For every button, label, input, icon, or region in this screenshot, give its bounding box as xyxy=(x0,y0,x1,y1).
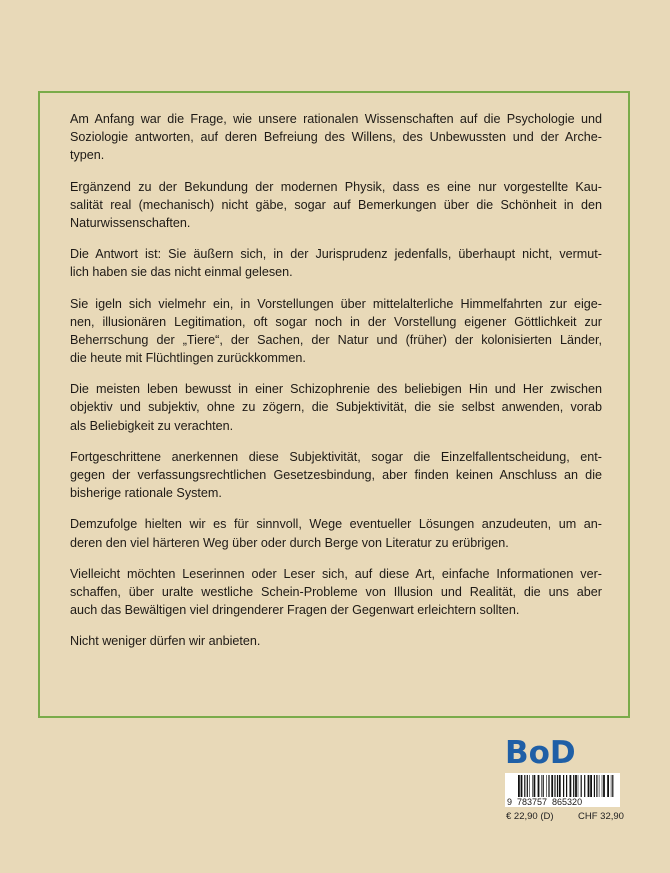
paragraph xyxy=(70,632,602,650)
text-line: Die meisten leben bewusst in einer Schizophrenie des beliebigen Hin und Her zwischen xyxy=(70,382,602,397)
blurb-text xyxy=(70,110,602,664)
text-line: bisherige rationale System. xyxy=(70,486,222,501)
text-line: gegen der verfassungsrechtlichen Gesetzesbindung, aber finden keinen Anschluss an die xyxy=(70,468,602,482)
text-line: lich haben sie das nicht einmal gelesen. xyxy=(70,265,293,280)
text-line: Vielleicht möchten Leserinnen oder Leser sich, auf diese Art, einfache Informationen ver- xyxy=(70,566,602,581)
text-line: Soziologie antworten, auf deren Befreiung des Willens, des Unbewussten und der Arche- xyxy=(70,130,602,145)
text-line: Die Antwort ist: Sie äußern sich, in der Jurisprudenz jedenfalls, überhaupt nicht, vermut- xyxy=(70,247,602,262)
text-frame xyxy=(38,91,630,718)
text-line: Fortgeschrittene anerkennen diese Subjektivität, sogar die Einzelfallentscheidung, ent- xyxy=(70,449,602,464)
text-line: salität real (mechanisch) nicht gäbe, sogar auf Bemerkungen über die Schönheit in den xyxy=(70,197,602,212)
paragraph xyxy=(70,110,602,165)
text-line: deren den viel härteren Weg über oder durch Berge von Literatur zu erübrigen. xyxy=(70,535,509,550)
text-line: als Beliebigkeit zu verachten. xyxy=(70,418,234,433)
isbn-barcode xyxy=(505,773,620,807)
text-line: Naturwissenschaften. xyxy=(70,215,191,230)
text-line: die heute mit Flüchtlingen zurückkommen. xyxy=(70,351,306,366)
text-line: auch das Bewältigen viel dringenderer Fragen der Gegenwart erleichtern sollten. xyxy=(70,603,520,618)
publisher-logo: BoD xyxy=(505,735,576,771)
text-line: Ergänzend zu der Bekundung der modernen Physik, dass es eine nur vorgestellte Kau- xyxy=(70,179,602,194)
paragraph xyxy=(70,295,602,368)
text-line: Nicht weniger dürfen wir anbieten. xyxy=(70,634,261,649)
paragraph xyxy=(70,448,602,503)
text-line: Sie igeln sich vielmehr ein, in Vorstellungen über mittelalterliche Himmelfahrten zur eige- xyxy=(70,296,602,311)
text-line: Demzufolge hielten wir es für sinnvoll, Wege eventueller Lösungen anzudeuten, um an- xyxy=(70,517,602,532)
text-line: Am Anfang war die Frage, wie unsere rationalen Wissenschaften auf die Psychologie und xyxy=(70,112,602,126)
paragraph xyxy=(70,245,602,281)
text-line: nen, illusionären Legitimation, oft sogar noch in der Vorstellung eigener Göttlichkeit zur xyxy=(70,314,602,329)
text-line: objektiv und subjektiv, ohne zu zögern, die Subjektivität, die sie selbst anwenden, vorab xyxy=(70,400,602,415)
paragraph xyxy=(70,565,602,620)
paragraph xyxy=(70,380,602,435)
paragraph xyxy=(70,515,602,551)
price-chf: CHF 32,90 xyxy=(578,811,624,822)
text-line: typen. xyxy=(70,148,105,163)
text-line: schaffen, über uralte westliche Schein-Probleme von Illusion und Realität, die uns aber xyxy=(70,584,602,599)
paragraph xyxy=(70,178,602,233)
price-eur: € 22,90 (D) xyxy=(506,811,554,822)
isbn-digits: 9 783757 865320 xyxy=(507,797,617,807)
text-line: Beherrschung der „Tiere“, der Sachen, der Natur und (früher) der kolonisierten Länder, xyxy=(70,332,602,347)
